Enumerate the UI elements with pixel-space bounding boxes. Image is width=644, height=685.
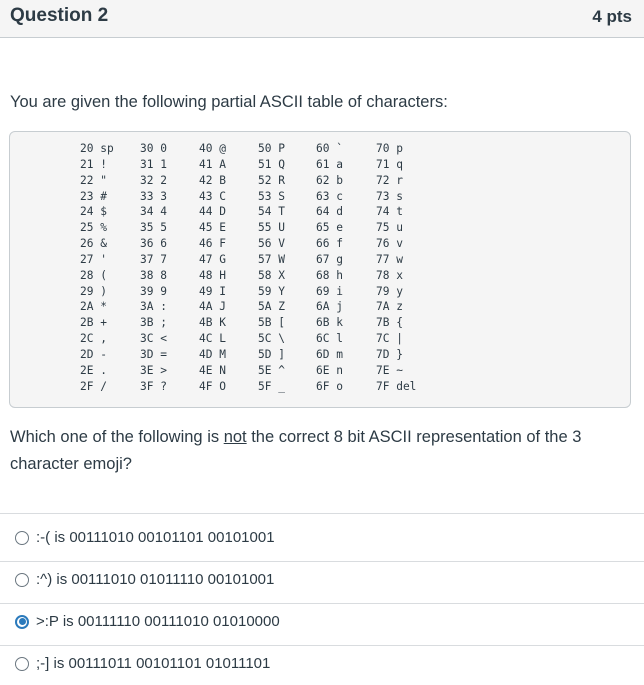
question-header <box>0 0 644 38</box>
ascii-cell: 70 p <box>376 142 403 155</box>
ascii-cell: 5A Z <box>258 300 285 314</box>
ascii-cell: 58 X <box>258 268 285 282</box>
divider <box>0 561 644 562</box>
ascii-cell: 24 $ <box>80 205 107 219</box>
ascii-cell: 6B k <box>316 316 343 330</box>
ascii-cell: 2C , <box>80 332 107 346</box>
ascii-cell: 57 W <box>258 252 285 266</box>
ascii-cell: 26 & <box>80 237 107 251</box>
ascii-cell: 31 1 <box>140 157 167 171</box>
question-points: 4 pts <box>592 7 632 26</box>
question-prompt <box>10 424 635 478</box>
ascii-column <box>316 141 376 395</box>
ascii-cell: 3E > <box>140 363 167 377</box>
ascii-column <box>199 141 258 395</box>
ascii-cell: 7B { <box>376 316 403 330</box>
ascii-cell: 59 Y <box>258 284 285 298</box>
prompt-text-before: Which one of the following is <box>10 428 224 446</box>
divider <box>0 603 644 604</box>
answer-label: :^) is 00111010 01011110 00101001 <box>36 571 275 588</box>
ascii-cell: 3A : <box>140 300 167 314</box>
ascii-cell: 34 4 <box>140 205 167 219</box>
ascii-cell: 69 i <box>316 284 343 298</box>
ascii-cell: 21 ! <box>80 157 107 171</box>
ascii-cell: 4F O <box>199 379 226 393</box>
ascii-column <box>258 141 316 395</box>
ascii-cell: 7C | <box>376 332 403 346</box>
ascii-cell: 2E . <box>80 363 107 377</box>
ascii-cell: 72 r <box>376 173 403 187</box>
ascii-cell: 79 y <box>376 284 403 298</box>
radio-button-selected-icon[interactable] <box>15 615 29 629</box>
ascii-cell: 5E ^ <box>258 363 285 377</box>
ascii-cell: 2F / <box>80 379 107 393</box>
answer-option-selected[interactable] <box>15 613 280 630</box>
ascii-cell: 53 S <box>258 189 285 203</box>
answer-label: ;-] is 00111011 00101101 01011101 <box>36 655 271 672</box>
ascii-cell: 39 9 <box>140 284 167 298</box>
ascii-cell: 25 % <box>80 221 107 235</box>
ascii-cell: 6C l <box>316 332 343 346</box>
ascii-cell: 3D = <box>140 347 167 361</box>
ascii-cell: 43 C <box>199 189 226 203</box>
ascii-table <box>80 141 436 395</box>
answer-option[interactable] <box>15 529 275 546</box>
ascii-cell: 48 H <box>199 268 226 282</box>
ascii-cell: 2A * <box>80 300 107 314</box>
ascii-cell: 6D m <box>316 347 343 361</box>
ascii-cell: 33 3 <box>140 189 167 203</box>
ascii-cell: 73 s <box>376 189 403 203</box>
ascii-cell: 50 P <box>258 142 285 155</box>
ascii-cell: 56 V <box>258 237 285 251</box>
ascii-cell: 40 @ <box>199 142 226 155</box>
divider <box>0 513 644 514</box>
ascii-cell: 54 T <box>258 205 285 219</box>
answer-label: >:P is 00111110 00111010 01010000 <box>36 613 280 630</box>
ascii-cell: 23 # <box>80 189 107 203</box>
ascii-cell: 38 8 <box>140 268 167 282</box>
ascii-cell: 7E ~ <box>376 363 403 377</box>
ascii-cell: 35 5 <box>140 221 167 235</box>
ascii-cell: 60 ` <box>316 142 343 155</box>
ascii-cell: 41 A <box>199 157 226 171</box>
radio-button-icon[interactable] <box>15 573 29 587</box>
ascii-cell: 4C L <box>199 332 226 346</box>
question-intro: You are given the following partial ASCII table of characters: <box>10 93 448 111</box>
ascii-cell: 76 v <box>376 237 403 251</box>
radio-button-icon[interactable] <box>15 531 29 545</box>
ascii-cell: 27 ' <box>80 252 107 266</box>
ascii-cell: 75 u <box>376 221 403 235</box>
ascii-cell: 5B [ <box>258 316 285 330</box>
divider <box>0 645 644 646</box>
ascii-cell: 29 ) <box>80 284 107 298</box>
ascii-cell: 51 Q <box>258 157 285 171</box>
ascii-cell: 6A j <box>316 300 343 314</box>
ascii-cell: 46 F <box>199 237 226 251</box>
ascii-cell: 68 h <box>316 268 343 282</box>
ascii-cell: 61 a <box>316 157 343 171</box>
ascii-cell: 65 e <box>316 221 343 235</box>
ascii-cell: 3F ? <box>140 379 167 393</box>
ascii-cell: 32 2 <box>140 173 167 187</box>
ascii-cell: 4E N <box>199 363 226 377</box>
ascii-cell: 6E n <box>316 363 343 377</box>
question-title: Question 2 <box>10 5 109 26</box>
answer-label: :-( is 00111010 00101101 00101001 <box>36 529 275 546</box>
ascii-cell: 74 t <box>376 205 403 219</box>
ascii-cell: 5D ] <box>258 347 285 361</box>
ascii-cell: 66 f <box>316 237 343 251</box>
answer-option[interactable] <box>15 571 274 588</box>
ascii-column <box>376 141 436 395</box>
ascii-cell: 7F del <box>376 379 417 393</box>
ascii-cell: 2D - <box>80 347 107 361</box>
ascii-column <box>140 141 199 395</box>
answer-option[interactable] <box>15 655 270 672</box>
ascii-cell: 4B K <box>199 316 226 330</box>
ascii-cell: 22 " <box>80 173 107 187</box>
ascii-cell: 28 ( <box>80 268 107 282</box>
ascii-cell: 5F _ <box>258 379 285 393</box>
ascii-table-box <box>9 131 631 408</box>
ascii-column <box>80 141 140 395</box>
radio-button-icon[interactable] <box>15 657 29 671</box>
ascii-cell: 3B ; <box>140 316 167 330</box>
ascii-cell: 4A J <box>199 300 226 314</box>
ascii-cell: 30 0 <box>140 142 167 155</box>
ascii-cell: 7A z <box>376 300 403 314</box>
ascii-cell: 78 x <box>376 268 403 282</box>
ascii-cell: 2B + <box>80 316 107 330</box>
ascii-cell: 71 q <box>376 157 403 171</box>
ascii-cell: 55 U <box>258 221 285 235</box>
ascii-cell: 44 D <box>199 205 226 219</box>
ascii-cell: 5C \ <box>258 332 285 346</box>
ascii-cell: 45 E <box>199 221 226 235</box>
ascii-cell: 62 b <box>316 173 343 187</box>
ascii-cell: 63 c <box>316 189 343 203</box>
ascii-cell: 20 sp <box>80 142 114 155</box>
ascii-cell: 64 d <box>316 205 343 219</box>
prompt-text-after: the correct 8 bit ASCII representation of the 3 character emoji? <box>10 428 582 473</box>
ascii-cell: 47 G <box>199 252 226 266</box>
ascii-cell: 4D M <box>199 347 226 361</box>
ascii-cell: 49 I <box>199 284 226 298</box>
ascii-cell: 6F o <box>316 379 343 393</box>
ascii-cell: 7D } <box>376 347 403 361</box>
ascii-cell: 67 g <box>316 252 343 266</box>
ascii-cell: 3C < <box>140 332 167 346</box>
ascii-cell: 77 w <box>376 252 403 266</box>
ascii-cell: 36 6 <box>140 237 167 251</box>
ascii-cell: 52 R <box>258 173 285 187</box>
ascii-cell: 42 B <box>199 173 226 187</box>
ascii-cell: 37 7 <box>140 252 167 266</box>
prompt-emphasis: not <box>223 428 247 446</box>
